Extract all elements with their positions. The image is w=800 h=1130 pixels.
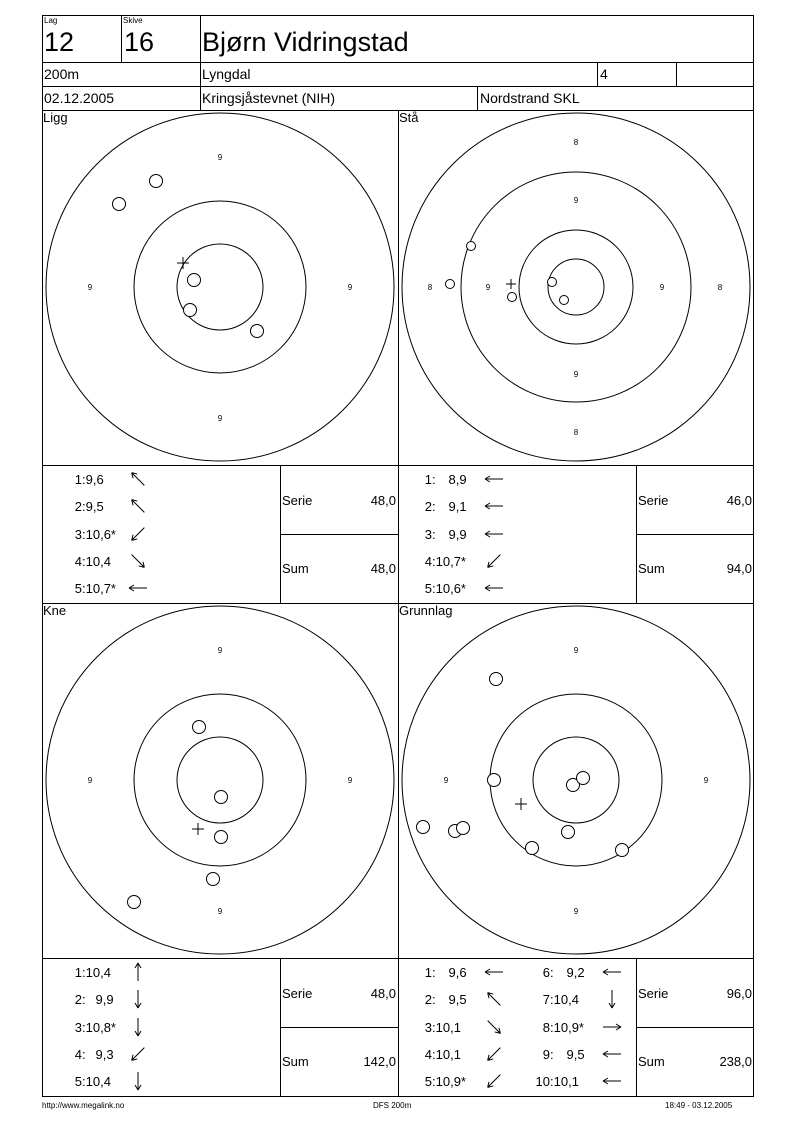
footer-system: DFS 200m — [373, 1101, 412, 1110]
direction-arrow-icon — [600, 987, 624, 1011]
shot-row: 1:9,6 — [74, 472, 104, 487]
ring-label: 8 — [717, 283, 723, 292]
shot-hole — [508, 293, 517, 302]
sum-value: 94,0 — [726, 561, 752, 576]
shot-row: 3:10,1 — [424, 1020, 461, 1035]
divider — [597, 62, 598, 86]
sum-value: 238,0 — [719, 1054, 752, 1069]
distance: 200m — [44, 66, 80, 82]
sum-label: Sum — [638, 561, 665, 576]
sum-label: Sum — [638, 1054, 665, 1069]
target-ring — [46, 113, 394, 461]
shot-row: 6: 9,2 — [542, 965, 585, 980]
center-cross — [506, 279, 516, 289]
shot-hole — [488, 774, 501, 787]
ring-label: 8 — [573, 138, 579, 147]
shot-hole — [490, 673, 503, 686]
direction-arrow-icon — [482, 494, 506, 518]
divider — [42, 465, 754, 466]
shot-hole — [128, 896, 141, 909]
ring-label: 9 — [659, 283, 665, 292]
shot-hole — [577, 772, 590, 785]
lag-label: Lag — [44, 16, 58, 25]
ring-label: 9 — [217, 907, 223, 916]
shot-hole — [188, 274, 201, 287]
shot-row: 2: 9,9 — [74, 992, 114, 1007]
sum-value: 142,0 — [363, 1054, 396, 1069]
direction-arrow-icon — [482, 576, 506, 600]
shot-row: 4: 9,3 — [74, 1047, 114, 1062]
shot-row: 1:10,4 — [74, 965, 111, 980]
serie-value: 48,0 — [370, 493, 396, 508]
ligg-target — [42, 110, 398, 465]
direction-arrow-icon — [600, 960, 624, 984]
divider — [42, 86, 754, 87]
divider — [121, 15, 122, 62]
ring-label: 9 — [703, 776, 709, 785]
shot-row: 2:9,5 — [74, 499, 104, 514]
shot-row: 10:10,1 — [535, 1074, 579, 1089]
serie-value: 48,0 — [370, 986, 396, 1001]
direction-arrow-icon — [126, 494, 150, 518]
shot-hole — [467, 242, 476, 251]
direction-arrow-icon — [126, 1042, 150, 1066]
shot-row: 5:10,7* — [74, 581, 116, 596]
ring-label: 9 — [217, 153, 223, 162]
shot-row: 5:10,4 — [74, 1074, 111, 1089]
divider — [676, 62, 677, 86]
shot-hole — [562, 826, 575, 839]
direction-arrow-icon — [482, 522, 506, 546]
shot-row: 4:10,4 — [74, 554, 111, 569]
shot-hole — [548, 278, 557, 287]
divider — [42, 958, 754, 959]
skive-value: 16 — [124, 27, 155, 57]
shot-hole — [251, 325, 264, 338]
shot-hole — [215, 831, 228, 844]
shot-hole — [150, 175, 163, 188]
shot-row: 2: 9,1 — [424, 499, 467, 514]
serie-label: Serie — [638, 986, 669, 1001]
panel-title-grunnlag: Grunnlag — [399, 603, 453, 618]
shooter-name: Bjørn Vidringstad — [202, 27, 409, 57]
direction-arrow-icon — [600, 1042, 624, 1066]
ring-label: 9 — [347, 776, 353, 785]
ring-label: 8 — [427, 283, 433, 292]
target-ring — [177, 244, 263, 330]
shot-row: 8:10,9* — [542, 1020, 584, 1035]
divider — [42, 62, 754, 63]
ring-label: 9 — [573, 196, 579, 205]
direction-arrow-icon — [600, 1015, 624, 1039]
class: 4 — [600, 66, 608, 82]
ring-label: 9 — [573, 370, 579, 379]
lag-value: 12 — [44, 27, 75, 57]
shot-hole — [207, 873, 220, 886]
shot-hole — [457, 822, 470, 835]
direction-arrow-icon — [482, 549, 506, 573]
shot-hole — [526, 842, 539, 855]
shot-row: 4:10,1 — [424, 1047, 461, 1062]
direction-arrow-icon — [126, 549, 150, 573]
divider — [280, 534, 398, 535]
organizer: Nordstrand SKL — [480, 90, 580, 106]
kne-target — [42, 603, 398, 958]
ring-label: 9 — [87, 283, 93, 292]
direction-arrow-icon — [482, 467, 506, 491]
shot-hole — [193, 721, 206, 734]
direction-arrow-icon — [126, 1069, 150, 1093]
serie-value: 96,0 — [726, 986, 752, 1001]
direction-arrow-icon — [482, 1069, 506, 1093]
shot-row: 5:10,9* — [424, 1074, 466, 1089]
date: 02.12.2005 — [44, 90, 115, 106]
target-ring — [177, 737, 263, 823]
divider — [280, 1027, 398, 1028]
direction-arrow-icon — [482, 1042, 506, 1066]
shot-row: 9: 9,5 — [542, 1047, 585, 1062]
direction-arrow-icon — [126, 987, 150, 1011]
footer-timestamp: 18:49 - 03.12.2005 — [665, 1101, 733, 1110]
event: Kringsjåstevnet (NIH) — [202, 90, 336, 106]
shot-hole — [215, 791, 228, 804]
sum-value: 48,0 — [370, 561, 396, 576]
footer-url: http://www.megalink.no — [42, 1101, 125, 1110]
ring-label: 9 — [217, 414, 223, 423]
panel-title-ligg: Ligg — [43, 110, 68, 125]
divider — [200, 15, 201, 110]
direction-arrow-icon — [126, 522, 150, 546]
ring-label: 9 — [443, 776, 449, 785]
shot-row: 2: 9,5 — [424, 992, 467, 1007]
staa-target — [398, 110, 754, 465]
shot-hole — [616, 844, 629, 857]
ring-label: 9 — [573, 646, 579, 655]
direction-arrow-icon — [126, 960, 150, 984]
divider — [636, 1027, 754, 1028]
direction-arrow-icon — [126, 467, 150, 491]
serie-label: Serie — [282, 493, 313, 508]
ring-label: 9 — [573, 907, 579, 916]
shot-hole — [113, 198, 126, 211]
panel-title-staa: Stå — [399, 110, 419, 125]
direction-arrow-icon — [482, 1015, 506, 1039]
divider — [636, 534, 754, 535]
serie-label: Serie — [282, 986, 313, 1001]
target-ring — [519, 230, 633, 344]
shot-row: 3:10,8* — [74, 1020, 116, 1035]
shot-row: 4:10,7* — [424, 554, 466, 569]
target-ring — [548, 259, 604, 315]
ring-label: 8 — [573, 428, 579, 437]
direction-arrow-icon — [482, 987, 506, 1011]
grunnlag-target — [398, 603, 754, 958]
shot-hole — [446, 280, 455, 289]
panel-title-kne: Kne — [43, 603, 67, 618]
shot-hole — [417, 821, 430, 834]
target-ring — [46, 606, 394, 954]
shot-row: 3: 9,9 — [424, 527, 467, 542]
direction-arrow-icon — [126, 1015, 150, 1039]
ring-label: 9 — [87, 776, 93, 785]
sum-label: Sum — [282, 561, 309, 576]
direction-arrow-icon — [126, 576, 150, 600]
center-cross — [515, 798, 527, 810]
ring-label: 9 — [347, 283, 353, 292]
center-cross — [192, 823, 204, 835]
shot-row: 3:10,6* — [74, 527, 116, 542]
skive-label: Skive — [123, 16, 143, 25]
shot-row: 1: 8,9 — [424, 472, 467, 487]
divider — [477, 86, 478, 110]
shot-row: 5:10,6* — [424, 581, 466, 596]
target-ring — [461, 172, 691, 402]
shot-hole — [560, 296, 569, 305]
target-ring — [402, 113, 750, 461]
direction-arrow-icon — [482, 960, 506, 984]
sum-label: Sum — [282, 1054, 309, 1069]
club: Lyngdal — [202, 66, 251, 82]
target-ring — [134, 201, 306, 373]
ring-label: 9 — [485, 283, 491, 292]
shot-hole — [184, 304, 197, 317]
ring-label: 9 — [217, 646, 223, 655]
direction-arrow-icon — [600, 1069, 624, 1093]
serie-value: 46,0 — [726, 493, 752, 508]
shot-row: 1: 9,6 — [424, 965, 467, 980]
shot-row: 7:10,4 — [542, 992, 579, 1007]
serie-label: Serie — [638, 493, 669, 508]
